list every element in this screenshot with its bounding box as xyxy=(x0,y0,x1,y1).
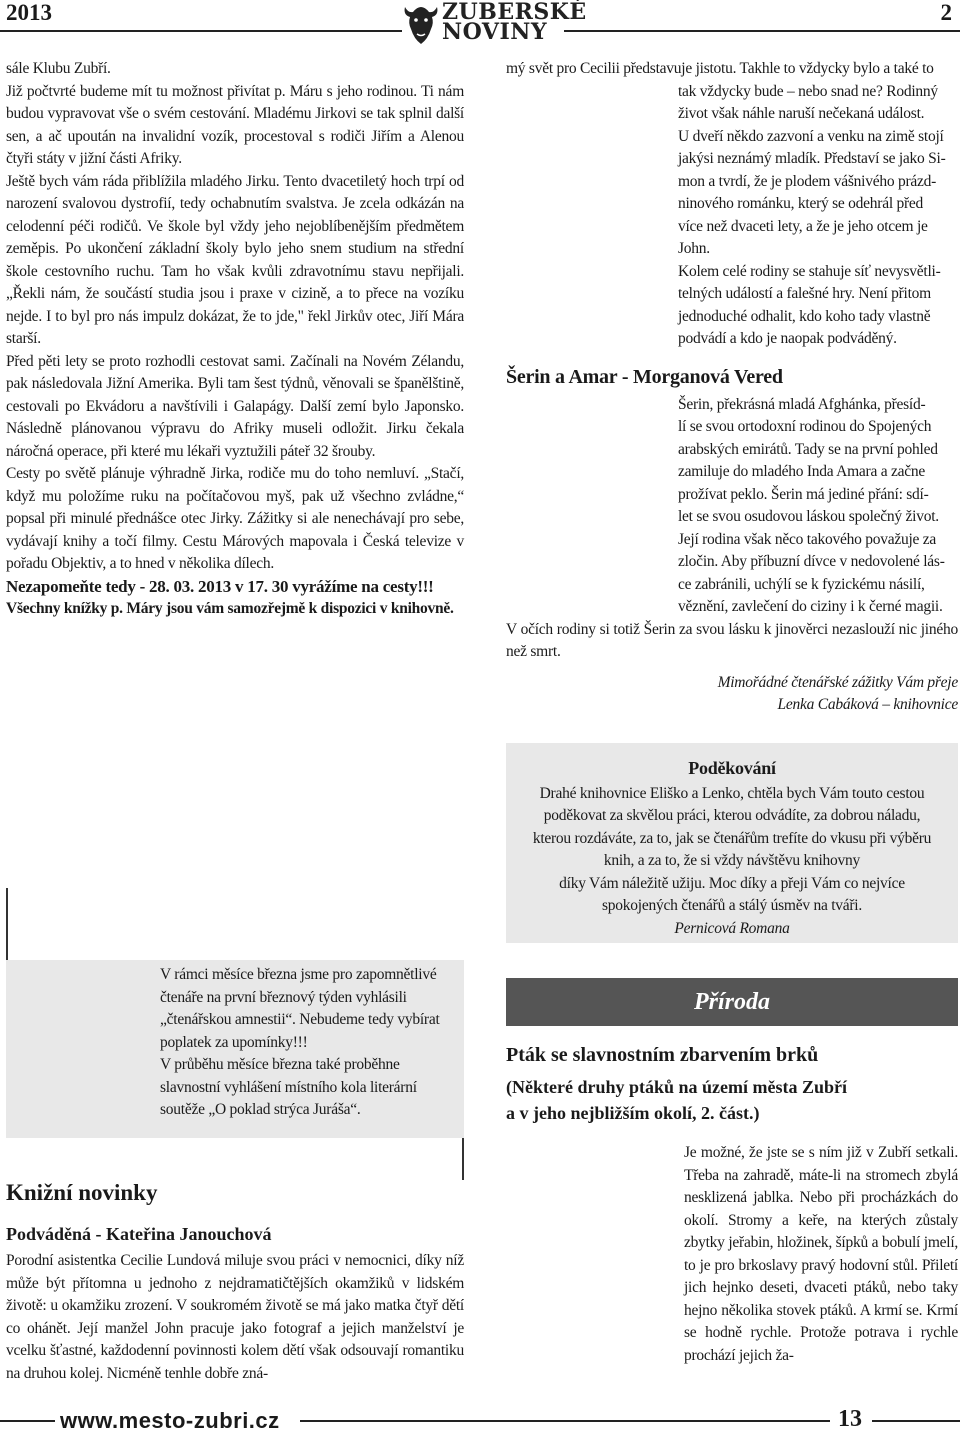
paragraph: Ještě bych vám ráda přiblížila mladého Jirku. Tento dvacetiletý hoch trpí od narození svalovou dystrofií, tedy ochabnutím svalstva. Je zcela odkázán na celodenní péči rodičů. Ve škole byl vždy jeho nejoblíbenějším předmětem zeměpis. Po ukončení základní školy bylo jeho snem studium na střední škole cestovního ruchu. Tam ho však kvůli zdravotnímu stavu nepřijali. „Řekli nám, že součástí studia jsou i praxe v cizině, a to přece na vozíku nejde. I to byl pro nás impulz dokázat, že to jde," řekl Jirkův otec, Jiří Mára starší. xyxy=(6,172,464,347)
review-line: Její rodina však něco takového považuje za xyxy=(678,530,937,548)
review-line: ce zabránili, uchýlí se k fyzickému násilí, xyxy=(678,575,925,593)
thanks-line: spokojených čtenářů a stálý úsměv na tváři. xyxy=(602,897,862,914)
paragraph: Před pěti lety se proto rozhodli cestovat sami. Začínali na Novém Zélandu, pak následovala Jižní Amerika. Byli tam šest týdnů, věnovali se španělštině, cestovali po Ekvádoru a navštívili i Galapágy. Další zemí bylo Japonsko. Následně plánovanou výpravu do Afriky museli odložit. Jirku čekala náročná operace, při které mu lékaři vyztužili páteř 32 šrouby. xyxy=(6,352,464,460)
footer-website: www.mesto-zubri.cz xyxy=(60,1408,280,1433)
review-text-indented xyxy=(678,81,958,351)
review-line: zamiluje do mladého Inda Amara a začne xyxy=(678,463,925,480)
thanks-box xyxy=(506,743,958,943)
review-line: lí se svou ortodoxní rodinou do Spojených xyxy=(678,418,932,435)
amnesty-paragraph: V průběhu měsíce března také proběhne slavnostní vyhlášení místního kola literární soutěže „O poklad strýca Juráša“. xyxy=(160,1056,417,1118)
section-title-book-news: Knižní novinky xyxy=(6,1180,158,1205)
amnesty-announcement-box xyxy=(6,960,464,1138)
article-title-bird: Pták se slavnostním zbarvením brků xyxy=(506,1044,819,1066)
review-line: jakýsi neznámý mladík. Představí se jako Si- xyxy=(678,150,946,167)
logo-line-2: NOVINY xyxy=(442,19,548,45)
article-subtitle xyxy=(506,1074,847,1126)
review-line: zločin. Aby příbuzní dívce v nedovolené lás- xyxy=(678,553,945,570)
header-year: 2013 xyxy=(6,0,52,25)
signature-author: Lenka Cabáková – knihovnice xyxy=(777,696,958,713)
header-rule-left xyxy=(0,30,402,32)
subtitle-line: (Některé druhy ptáků na území města Zubří xyxy=(506,1077,847,1097)
books-note: Všechny knížky p. Máry jsou vám samozřejmě k dispozici v knihovně. xyxy=(6,600,454,617)
header-rule-right xyxy=(564,30,960,32)
bird-article-text: Je možné, že jste se s ním již v Zubří setkali. Třeba na zahradě, máte-li na stromech zbylá nesklizená jablka. Nebo při procházkách do okolí. Stromy a keře, na kterých zůstaly zbytky jeřabin, hložinek, šípků a bobulí jmelí, to je pro brkoslavy pravý hodovní stůl. Přiletí jich hejnko deseti, dvaceti ptáků, nebo taky hejno několika stovek ptáků. A krmí se. Krmí se hodně rychle. Protože potrava i rychle prochází jejich ža- xyxy=(684,1144,958,1364)
review-line: mon a tvrdí, že je plodem vášnivého prázd- xyxy=(678,172,937,190)
review-conclusion: V očích rodiny si totiž Šerin za svou lásku k jinověrci nezaslouží nic jiného než smrt. xyxy=(506,620,958,660)
review-text-indented xyxy=(678,394,958,619)
book-title-podvadena: Podváděná - Kateřina Janouchová xyxy=(6,1224,272,1244)
newspaper-logo xyxy=(402,0,587,46)
paragraph: Cesty po světě plánuje výhradně Jirka, rodiče mu do toho nemluví. „Stačí, když mu položíme ruku na počítačovou myš, pak už všechno zvládne,“ popsal při minulé přednášce otec Jirky. Zážitky si ale nenechávají pro sebe, vydávají knihy a točí filmy. Cestu Márových mapovala i Česká televize v pořadu Objektiv, a to hned v několika dílech. xyxy=(6,465,464,572)
book-review-text: Porodní asistentka Cecilie Lundová miluje svou práci v nemocnici, díky níž může být přítomna u jednoho z nejdramatičtějších okamžiků v lidském životě: u okamžiku zrození. V soukromém životě se má jako matka čtyř dětí co ohánět. Její manžel John pracuje jako fotograf a jejich manželství je vcelku šťastné, každodenní povinnosti kolem dětí však odsouvají romantiku na druhou kolej. Nicméně tenhle dobře zná- xyxy=(6,1252,464,1382)
footer-rule-middle xyxy=(300,1420,830,1422)
review-line: věznění, zavlečení do ciziny i k černé magii. xyxy=(678,598,943,615)
logo-line-1: ZUBERSKÉ xyxy=(442,0,587,25)
footer-rule-left xyxy=(0,1420,55,1422)
signature-line: Mimořádné čtenářské zážitky Vám přeje xyxy=(717,673,958,691)
logo-wordmark xyxy=(442,0,587,45)
review-line: jednoduché odhalit, kdo koho tady vlastně xyxy=(678,307,931,325)
review-line: více než dvaceti lety, a že je jeho otcem je John. xyxy=(678,217,928,257)
subtitle-line: a v jeho nejbližším okolí, 2. část.) xyxy=(506,1103,760,1123)
review-line: arabských emirátů. Tady se na první pohled xyxy=(678,440,938,458)
thanks-signature: Pernicová Romana xyxy=(674,919,790,937)
header-page-number: 2 xyxy=(940,0,952,25)
footer-rule-right xyxy=(872,1420,960,1422)
left-column-article xyxy=(6,58,464,621)
footer-page-number: 13 xyxy=(838,1406,862,1432)
event-reminder: Nezapomeňte tedy - 28. 03. 2013 v 17. 30 vyrážíme na cesty!!! xyxy=(6,576,434,596)
thanks-title: Poděkování xyxy=(688,758,776,778)
thanks-line: díky Vám náležitě užiju. Moc díky a přeji Vám co nejvíce xyxy=(559,874,905,892)
thanks-line: Drahé knihovnice Eliško a Lenko, chtěla bych Vám touto cestou xyxy=(539,784,925,802)
review-line: mý svět pro Cecilii představuje jistotu. Takhle to vždycky bylo a také to xyxy=(506,60,934,77)
review-line: let se svou osudovou láskou společný život. xyxy=(678,508,939,525)
paragraph: Již počtvrté budeme mít tu možnost přivítat p. Máru s jeho rodinou. Ti nám budou vypravovat vše o svém cestování. Mladému Jirkovi se tak splnil další sen, a ač upoután na invalidní vozík, procestoval s rodiči Jiřím a Alenou čtyři státy v jižní části Afriky. xyxy=(6,82,464,167)
thanks-line: kterou rozdáváte, za to, jak se čtenářům trefíte do vkusu při výběru xyxy=(532,829,932,847)
review-line: telných událostí a falešné hry. Není přitom xyxy=(678,285,931,302)
divider-vertical xyxy=(462,1138,464,1180)
review-line: tak vždycky bude – nebo snad ne? Rodinný xyxy=(678,82,938,100)
thanks-line: poděkovat za skvělou práci, kterou odvádíte, za dobrou náladu, xyxy=(543,807,921,824)
review-line: podvádí a kdo je naopak podváděný. xyxy=(678,330,897,347)
paragraph: sále Klubu Zubří. xyxy=(6,60,111,77)
review-line: Kolem celé rodiny se stahuje síť nevysvětli- xyxy=(678,262,941,280)
section-banner-nature: Příroda xyxy=(506,978,958,1026)
right-column-reviews xyxy=(506,58,958,717)
book-title-serin: Šerin a Amar - Morganová Vered xyxy=(506,365,783,388)
amnesty-paragraph: V rámci měsíce března jsme pro zapomnětlivé čtenáře na první březnový týden vyhlásili „čtenářskou amnestii“. Nebudeme tedy vybírat poplatek za upomínky!!! xyxy=(160,966,440,1051)
amnesty-text xyxy=(160,964,460,1122)
review-line: prožívat peklo. Šerin má jediné přání: sdí- xyxy=(678,485,929,503)
review-line: U dveří někdo zazvoní a venku na zimě stojí xyxy=(678,127,944,145)
bison-head-icon xyxy=(402,1,440,45)
thanks-line: knih, a za to, že si vždy návštěvu knihovny xyxy=(603,852,861,869)
review-line: ninového románku, který se odehrál před xyxy=(678,195,924,212)
review-line: Šerin, překrásná mladá Afghánka, přesíd- xyxy=(678,395,926,413)
divider-vertical xyxy=(6,888,8,960)
review-line: život však náhle naruší nečekaná událost. xyxy=(678,105,925,122)
